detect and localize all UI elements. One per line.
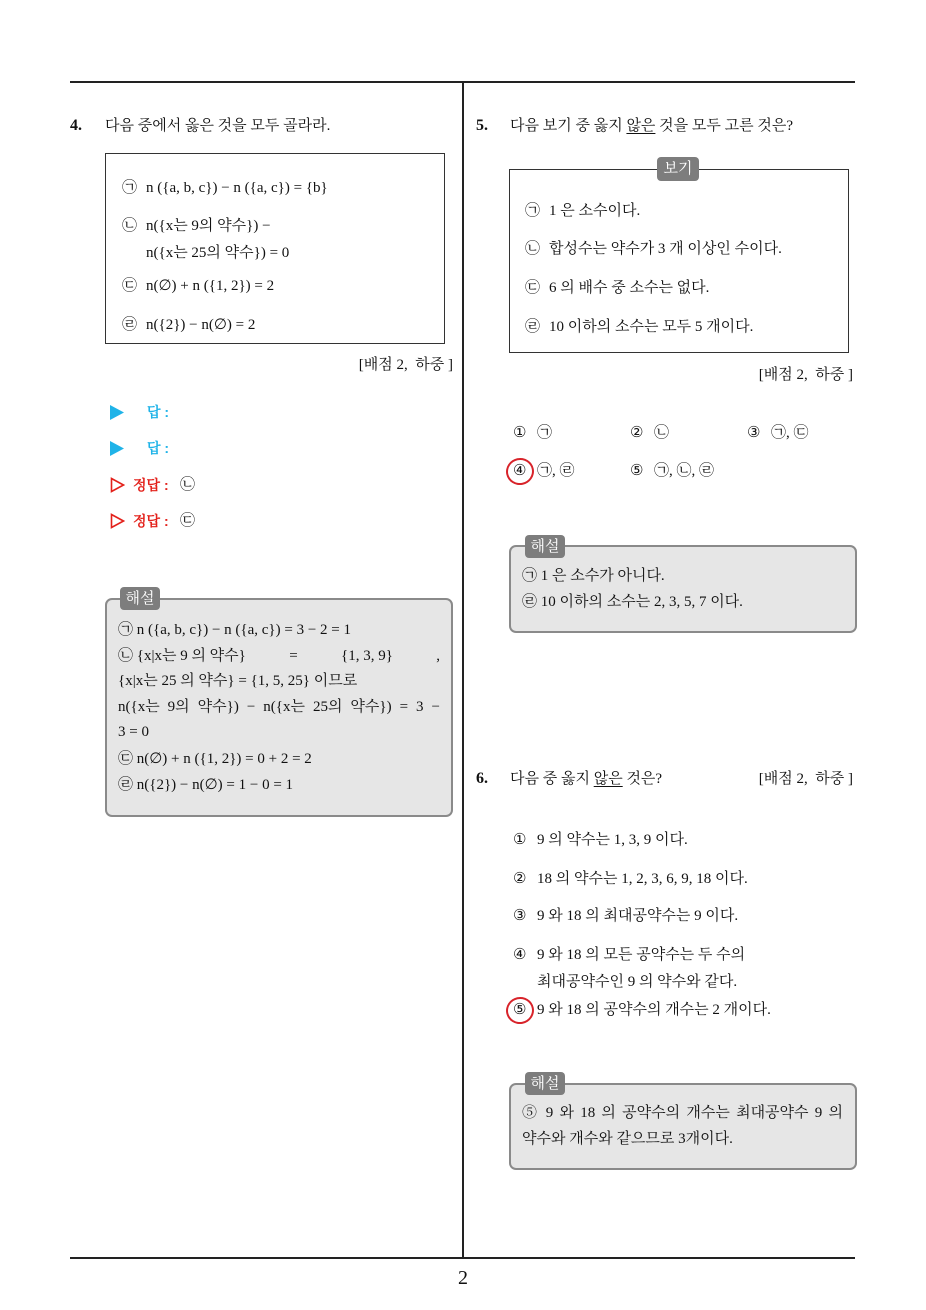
bogi-text: 1 은 소수이다. — [549, 203, 641, 219]
choice-number: ④ — [513, 947, 527, 963]
q5-bogi-item-2 — [525, 239, 782, 259]
statement-mark: ㉢ — [122, 278, 138, 294]
q4-correct-label-1: 정답 : — [133, 477, 169, 493]
q4-explanation-line-3: {x|x는 25 의 약수} = {1, 5, 25} 이므로 — [118, 673, 358, 689]
column-divider — [462, 82, 464, 1258]
outline-triangle-icon — [110, 513, 125, 529]
q4-answer-label-2: 답 : — [147, 440, 170, 456]
prompt-emphasis: 않은 — [593, 771, 623, 787]
choice-text: ㉠, ㉢ — [771, 425, 809, 441]
q4-explanation-line-6: ㉢ n(∅) + n ({1, 2}) = 0 + 2 = 2 — [118, 751, 312, 767]
q6-number: 6. — [476, 770, 488, 787]
q5-choice-2 — [630, 423, 669, 443]
prompt-text: 다음 중 옳지 — [510, 771, 594, 787]
filled-triangle-icon — [110, 405, 124, 420]
prompt-text: 것은? — [622, 771, 663, 787]
q4-statement-2-continuation: n({x는 25의 약수}) = 0 — [146, 245, 290, 261]
q6-choice-4-continuation: 최대공약수인 9 의 약수와 같다. — [537, 974, 738, 990]
statement-mark: ㉣ — [122, 317, 138, 333]
q4-explanation-line-2 — [118, 646, 440, 666]
choice-text: 9 와 18 의 최대공약수는 9 이다. — [537, 908, 739, 924]
q6-explanation-line-1: ⑤ 9 와 18 의 공약수의 개수는 최대공약수 9 의 — [522, 1105, 843, 1121]
choice-text: ㉠, ㉣ — [537, 463, 575, 479]
q4-statement-1 — [122, 178, 328, 198]
choice-text: 18 의 약수는 1, 2, 3, 6, 9, 18 이다. — [537, 871, 748, 887]
choice-text: 9 와 18 의 공약수의 개수는 2 개이다. — [537, 1002, 771, 1018]
choice-number: ④ — [513, 463, 527, 479]
statement-text: n(∅) + n ({1, 2}) = 2 — [146, 278, 275, 294]
q5-bogi-item-1 — [525, 201, 640, 221]
q6-choice-5 — [513, 1000, 771, 1020]
q4-correct-label-2: 정답 : — [133, 513, 169, 529]
q5-score: [배점 2, 하중 ] — [758, 367, 853, 383]
q4-explanation-line-4: n({x는 9의 약수}) − n({x는 25의 약수}) = 3 − — [118, 699, 440, 715]
prompt-text: 것을 모두 고른 것은? — [655, 118, 794, 134]
bogi-mark: ㉣ — [525, 319, 541, 335]
q4-correct-value-1: ㉡ — [180, 477, 196, 493]
q4-statement-4 — [122, 315, 255, 335]
q4-answer-label-1: 답 : — [147, 404, 170, 420]
q6-choice-4 — [513, 945, 745, 965]
prompt-text: 다음 보기 중 옳지 — [510, 118, 627, 134]
page-number: 2 — [458, 1267, 468, 1289]
q6-prompt — [510, 769, 662, 789]
q4-statement-2 — [122, 216, 271, 236]
q5-explanation-line-1: ㉠ 1 은 소수가 아니다. — [522, 568, 665, 584]
choice-number: ① — [513, 425, 527, 441]
line-part: {1, 3, 9} — [341, 648, 393, 664]
q4-explanation-line-5: 3 = 0 — [118, 724, 149, 740]
outline-triangle-icon — [110, 477, 125, 493]
q4-correct-value-2: ㉢ — [180, 513, 196, 529]
q4-explanation-tab: 해설 — [120, 587, 160, 610]
q4-statement-3 — [122, 276, 274, 296]
choice-text: 9 와 18 의 모든 공약수는 두 수의 — [537, 947, 746, 963]
choice-number: ⑤ — [513, 1002, 527, 1018]
bottom-rule — [70, 1257, 855, 1259]
q6-explanation-box — [509, 1083, 857, 1170]
statement-mark: ㉡ — [122, 218, 138, 234]
choice-number: ⑤ — [630, 463, 644, 479]
q5-choice-5 — [630, 461, 714, 481]
choice-number: ③ — [747, 425, 761, 441]
choice-text: ㉠ — [537, 425, 553, 441]
q5-bogi-tab: 보기 — [657, 157, 699, 181]
choice-text: 9 의 약수는 1, 3, 9 이다. — [537, 832, 688, 848]
q4-prompt: 다음 중에서 옳은 것을 모두 골라라. — [105, 118, 331, 134]
choice-number: ③ — [513, 908, 527, 924]
line-part: , — [436, 648, 440, 664]
bogi-text: 합성수는 약수가 3 개 이상인 수이다. — [549, 241, 782, 257]
prompt-emphasis: 않은 — [626, 118, 656, 134]
q5-choice-1 — [513, 423, 552, 443]
q4-score: [배점 2, 하중 ] — [358, 357, 453, 373]
choice-number: ① — [513, 832, 527, 848]
statement-text: n ({a, b, c}) − n ({a, c}) = {b} — [146, 180, 328, 196]
q6-explanation-line-2: 약수와 개수와 같으므로 3개이다. — [522, 1131, 733, 1147]
statement-text: n({2}) − n(∅) = 2 — [146, 317, 256, 333]
q5-number: 5. — [476, 117, 488, 134]
q5-explanation-line-2: ㉣ 10 이하의 소수는 2, 3, 5, 7 이다. — [522, 594, 743, 610]
q4-explanation-line-1: ㉠ n ({a, b, c}) − n ({a, c}) = 3 − 2 = 1 — [118, 622, 351, 638]
line-part: = — [289, 648, 298, 664]
bogi-text: 10 이하의 소수는 모두 5 개이다. — [549, 319, 754, 335]
filled-triangle-icon — [110, 441, 124, 456]
q6-explanation-tab: 해설 — [525, 1072, 565, 1095]
q5-explanation-box — [509, 545, 857, 633]
q6-score: [배점 2, 하중 ] — [758, 771, 853, 787]
statement-text: n({x는 9의 약수}) − — [146, 218, 271, 234]
q5-bogi-item-3 — [525, 278, 709, 298]
q5-choice-3 — [747, 423, 809, 443]
q4-explanation-line-7: ㉣ n({2}) − n(∅) = 1 − 0 = 1 — [118, 777, 294, 793]
bogi-mark: ㉠ — [525, 203, 541, 219]
q6-choice-3 — [513, 906, 738, 926]
q4-number: 4. — [70, 117, 82, 134]
q5-prompt — [510, 116, 793, 136]
q6-choice-1 — [513, 830, 688, 850]
bogi-mark: ㉡ — [525, 241, 541, 257]
choice-number: ② — [513, 871, 527, 887]
choice-text: ㉡ — [654, 425, 670, 441]
bogi-mark: ㉢ — [525, 280, 541, 296]
q6-choice-2 — [513, 869, 748, 889]
choice-number: ② — [630, 425, 644, 441]
statement-mark: ㉠ — [122, 180, 138, 196]
bogi-text: 6 의 배수 중 소수는 없다. — [549, 280, 710, 296]
line-part: ㉡ {x|x는 9 의 약수} — [118, 648, 246, 664]
choice-text: ㉠, ㉡, ㉣ — [654, 463, 715, 479]
q5-explanation-tab: 해설 — [525, 535, 565, 558]
q5-bogi-item-4 — [525, 317, 753, 337]
